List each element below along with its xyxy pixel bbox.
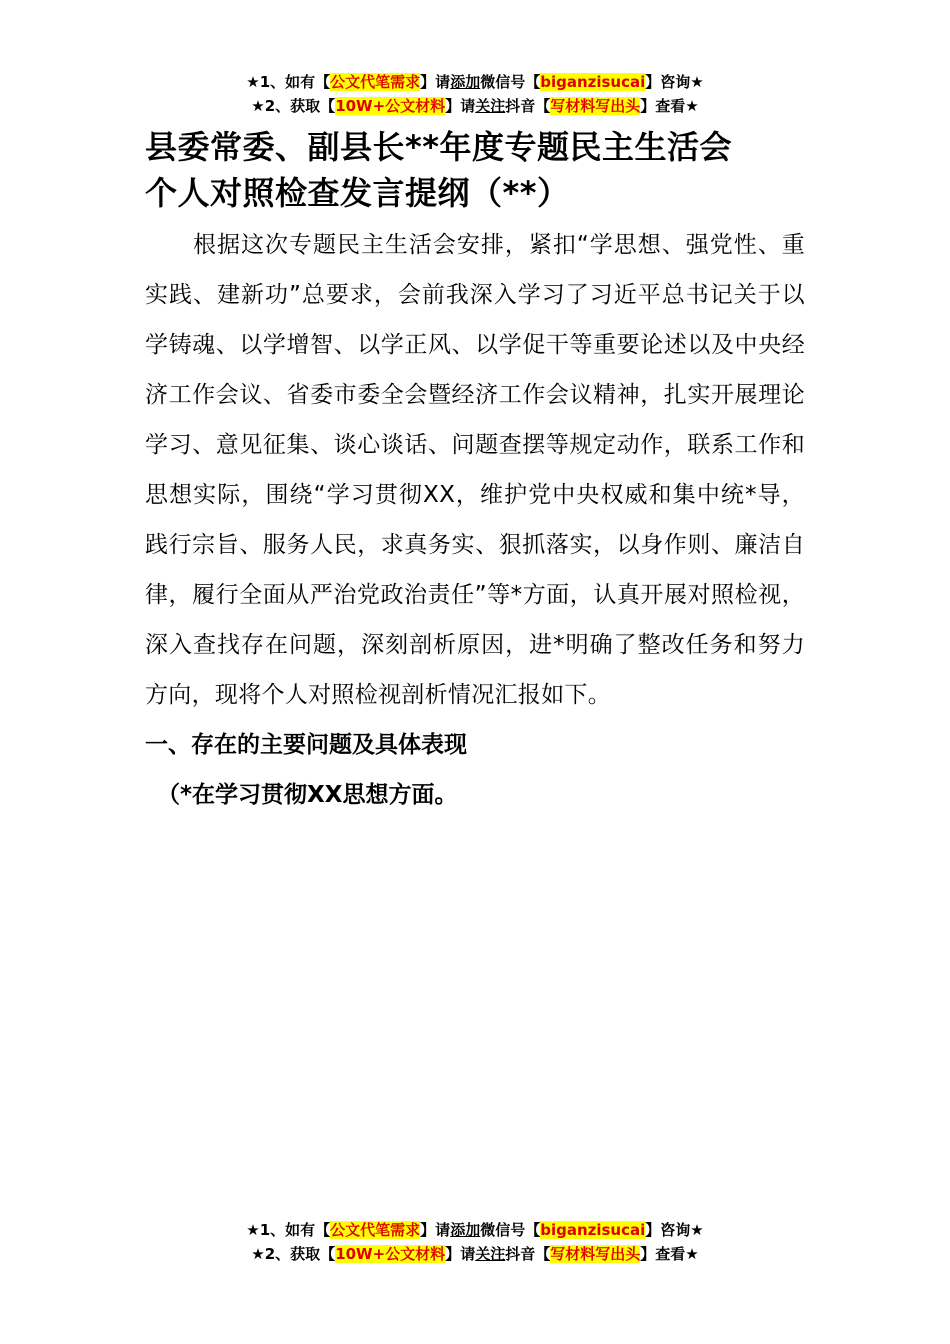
banner-highlight: biganzisucai <box>540 73 646 91</box>
banner-underline: 关注 <box>475 97 506 115</box>
banner-text: 】查看★ <box>640 97 699 115</box>
document-title <box>145 124 805 216</box>
banner-text: ★2、获取【 <box>251 97 336 115</box>
banner-highlight: 公文代笔需求 <box>330 73 421 91</box>
banner-line-1 <box>0 1218 950 1242</box>
banner-highlight: 公文代笔需求 <box>330 1221 421 1239</box>
banner-line-2 <box>0 94 950 118</box>
header-banner <box>0 70 950 118</box>
banner-text: 】请 <box>445 1245 476 1263</box>
banner-highlight: biganzisucai <box>540 1221 646 1239</box>
banner-text: 微信号【 <box>480 1221 541 1239</box>
banner-text: 】请 <box>445 97 476 115</box>
banner-text: 】咨询★ <box>645 1221 704 1239</box>
banner-underline: 添加 <box>450 1221 481 1239</box>
banner-highlight: 10W+公文材料 <box>335 97 446 115</box>
banner-text: 】查看★ <box>640 1245 699 1263</box>
banner-text: ★1、如有【 <box>246 1221 331 1239</box>
title-line-1: 县委常委、副县长**年度专题民主生活会 <box>145 128 732 166</box>
banner-highlight: 10W+公文材料 <box>335 1245 446 1263</box>
banner-underline: 关注 <box>475 1245 506 1263</box>
banner-text: 】请 <box>420 73 451 91</box>
title-line-2: 个人对照检查发言提纲（**） <box>145 174 570 212</box>
banner-text: 】请 <box>420 1221 451 1239</box>
intro-paragraph: 根据这次专题民主生活会安排，紧扣“学思想、强党性、重实践、建新功”总要求，会前我深入学习了习近平总书记关于以学铸魂、以学增智、以学正风、以学促干等重要论述以及中央经济工作会议、省委市委全会暨经济工作会议精神，扎实开展理论学习、意见征集、谈心谈话、问题查摆等规定动作，联系工作和思想实际，围绕“学习贯彻XX，维护党中央权威和集中统*导，践行宗旨、服务人民，求真务实、狠抓落实，以身作则、廉洁自律，履行全面从严治党政治责任”等*方面，认真开展对照检视，深入查找存在问题，深刻剖析原因，进*明确了整改任务和努力方向，现将个人对照检视剖析情况汇报如下。 <box>145 232 805 708</box>
banner-line-1 <box>0 70 950 94</box>
banner-line-2 <box>0 1242 950 1266</box>
banner-text: ★1、如有【 <box>246 73 331 91</box>
document-page <box>145 124 805 820</box>
banner-highlight: 写材料写出头 <box>550 1245 641 1263</box>
banner-highlight: 写材料写出头 <box>550 97 641 115</box>
banner-text: 抖音【 <box>505 97 551 115</box>
banner-text: 微信号【 <box>480 73 541 91</box>
banner-text: ★2、获取【 <box>251 1245 336 1263</box>
banner-text: 】咨询★ <box>645 73 704 91</box>
footer-banner <box>0 1218 950 1266</box>
subsection-heading-1: （*在学习贯彻XX思想方面。 <box>157 782 458 808</box>
section-heading-1: 一、存在的主要问题及具体表现 <box>145 732 467 758</box>
banner-text: 抖音【 <box>505 1245 551 1263</box>
banner-underline: 添加 <box>450 73 481 91</box>
